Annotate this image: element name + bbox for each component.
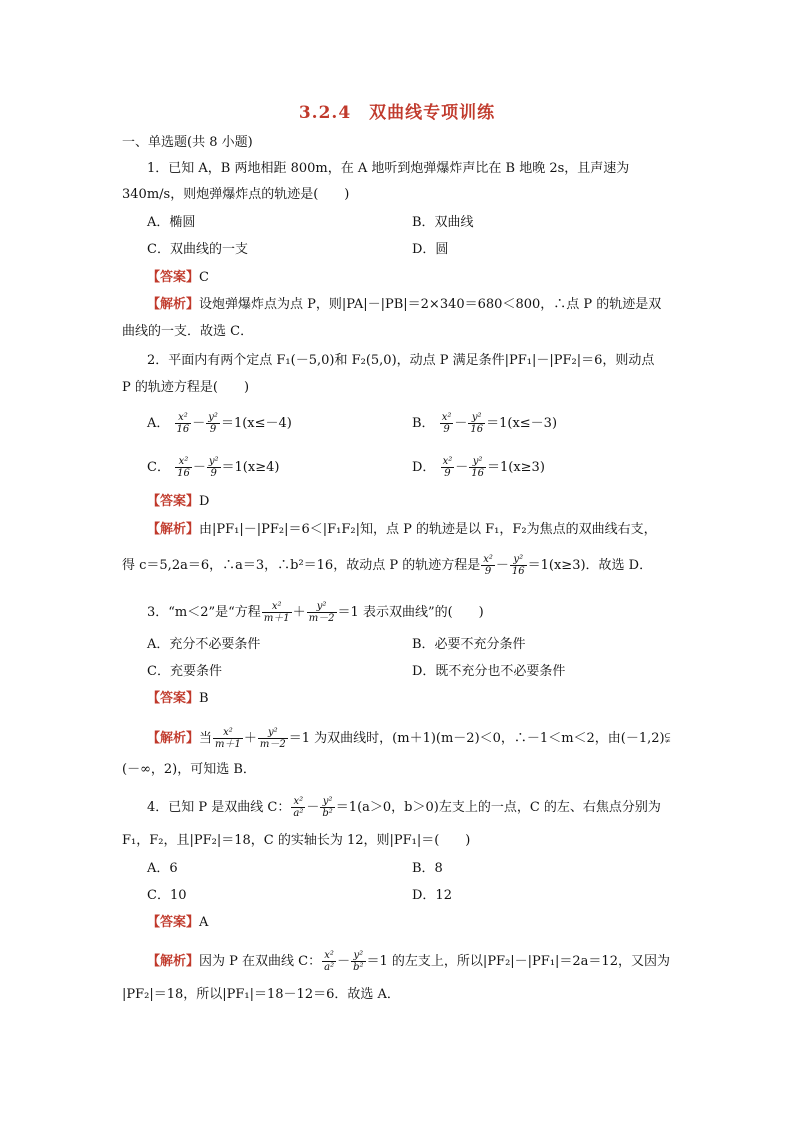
denominator: 9: [210, 468, 217, 479]
analysis-text: 当: [199, 731, 213, 746]
analysis-text: 因为 P 在双曲线 C：: [199, 954, 322, 969]
fraction: [175, 412, 192, 435]
answer-tag: 【答案】: [147, 691, 200, 706]
fraction: [440, 412, 454, 435]
fraction: [206, 412, 220, 435]
denominator: m－2: [259, 739, 286, 750]
denominator: b²: [353, 962, 364, 973]
q1-option-d: D．圆: [412, 242, 449, 257]
q1-option-b: B．双曲线: [412, 215, 474, 230]
option-prefix: C．: [147, 460, 170, 475]
fraction: [262, 601, 292, 624]
denominator: 16: [176, 424, 190, 435]
numerator: y²: [208, 412, 218, 423]
section-heading: 一、单选题(共 8 小题): [122, 135, 253, 150]
q4-option-b: B．8: [412, 861, 443, 876]
q4-stem-line2: F₁，F₂，且|PF₂|＝18，C 的实轴长为 12，则|PF₁|＝( ): [122, 833, 471, 848]
q4-answer: [147, 914, 208, 932]
q1-stem-line2: 340m/s，则炮弹爆炸点的轨迹是( ): [122, 187, 350, 202]
answer-tag: 【答案】: [147, 270, 200, 285]
q1-option-c: C．双曲线的一支: [147, 242, 248, 257]
option-tail: ＝1(x≤－4): [220, 416, 292, 431]
analysis-tag: 【解析】: [147, 297, 200, 312]
denominator: m－2: [308, 613, 335, 624]
page-title: 3.2.4 双曲线专项训练: [298, 103, 496, 123]
q2-answer-value: D: [199, 494, 210, 509]
analysis-tag: 【解析】: [147, 731, 200, 746]
q2-option-a: A． $\frac{\text{x²}}{16}$ － $\frac{\text{y²}}{9}$ ＝1(x≤－4): [147, 412, 292, 435]
fraction: [307, 601, 337, 624]
stem-text: 3．“m＜2”是“方程: [147, 605, 261, 620]
q3-option-a: A．充分不必要条件: [147, 637, 261, 652]
numerator: x²: [291, 796, 305, 808]
numerator: x²: [213, 727, 243, 739]
numerator: y²: [510, 554, 527, 566]
q2-analysis-line1: [147, 521, 657, 539]
numerator: y²: [320, 796, 334, 808]
q3-analysis-line2: (－∞，2)，可知选 B．: [122, 762, 256, 777]
fraction: [258, 727, 288, 750]
denominator: 16: [470, 424, 484, 435]
analysis-text: 得 c＝5,2a＝6，∴a＝3，∴b²＝16，故动点 P 的轨迹方程是: [122, 558, 481, 573]
numerator: x²: [262, 601, 292, 613]
denominator: a²: [293, 808, 304, 819]
answer-tag: 【答案】: [147, 915, 200, 930]
q3-analysis-line1: 【解析】当 $\frac{\text{x²}}{m+1}$ ＋ $\frac{\text{y²}}{m-2}$ ＝1 为双曲线时，(m＋1)(m－2)＜0，∴－1＜m＜2，由(－1,2)⫋: [147, 727, 671, 750]
numerator: x²: [175, 456, 192, 468]
option-tail: ＝1(x≥3): [486, 460, 545, 475]
numerator: y²: [307, 601, 337, 613]
denominator: 9: [444, 468, 451, 479]
q1-answer-value: C: [199, 270, 209, 285]
q2-option-b: B． $\frac{\text{x²}}{9}$ － $\frac{\text{y²}}{16}$ ＝1(x≤－3): [412, 412, 558, 435]
denominator: m＋1: [215, 739, 241, 750]
q2-stem-line2: P 的轨迹方程是( ): [122, 380, 250, 395]
q1-stem-line1: 1．已知 A，B 两地相距 800m，在 A 地听到炮弹爆炸声比在 B 地晚 2s，且声速为: [147, 161, 630, 176]
q2-option-d: D． $\frac{\text{x²}}{9}$ － $\frac{\text{y²}}{16}$ ＝1(x≥3): [412, 456, 545, 479]
q4-stem-line1: 4．已知 P 是双曲线 C： $\frac{\text{x²}}{\text{a²}}$ － $\frac{\text{y²}}{\text{b²}}$ ＝1(a＞0，b＞0)左支上的一点，C 的左、右焦点分别为: [147, 796, 661, 819]
option-prefix: D．: [412, 460, 436, 475]
numerator: y²: [468, 412, 485, 424]
q1-option-a: A．椭圆: [147, 215, 196, 230]
q2-option-c: C． $\frac{\text{x²}}{16}$ － $\frac{\text{y²}}{9}$ ＝1(x≥4): [147, 456, 280, 479]
analysis-text: ＝1 的左支上，所以|PF₂|－|PF₁|＝2a＝12，又因为: [366, 954, 670, 969]
fraction: [469, 456, 486, 479]
analysis-tag: 【解析】: [147, 954, 200, 969]
fraction: [351, 950, 365, 973]
q1-answer: [147, 269, 209, 287]
fraction: [441, 456, 455, 479]
numerator: x²: [483, 554, 493, 565]
fraction: [175, 456, 192, 479]
fraction: [291, 796, 305, 819]
fraction: [481, 554, 495, 577]
analysis-tag: 【解析】: [147, 522, 200, 537]
option-prefix: B．: [412, 416, 435, 431]
analysis-text: ＝1(x≥3)．故选 D．: [527, 558, 653, 573]
denominator: 16: [177, 468, 190, 479]
q2-analysis-line2: 得 c＝5,2a＝6，∴a＝3，∴b²＝16，故动点 P 的轨迹方程是 $\frac{\text{x²}}{9}$ － $\frac{\text{y²}}{16}$ ＝1(x≥3)．故选 D．: [122, 554, 653, 577]
q4-option-d: D．12: [412, 888, 452, 903]
q3-answer: [147, 690, 209, 708]
q3-answer-value: B: [199, 691, 209, 706]
q1-analysis-line2: 曲线的一支．故选 C．: [122, 324, 254, 339]
q3-option-b: B．必要不充分条件: [412, 637, 526, 652]
fraction: [207, 456, 221, 479]
q2-stem-line1: 2．平面内有两个定点 F₁(－5,0)和 F₂(5,0)，动点 P 满足条件|PF₁|－|PF₂|＝6，则动点: [147, 353, 655, 368]
denominator: b²: [322, 808, 333, 819]
stem-text: ＝1(a＞0，b＞0)左支上的一点，C 的左、右焦点分别为: [335, 800, 661, 815]
option-prefix: A．: [147, 416, 170, 431]
denominator: 9: [443, 424, 450, 435]
q1-analysis-text1: 设炮弹爆炸点为点 P，则|PA|－|PB|＝2×340＝680＜800，∴点 P 的轨迹是双: [199, 297, 662, 312]
q3-option-c: C．充要条件: [147, 664, 222, 679]
q4-analysis-line1: 【解析】因为 P 在双曲线 C： $\frac{\text{x²}}{\text{a²}}$ － $\frac{\text{y²}}{\text{b²}}$ ＝1 的左支上，所以|PF₂|－|PF₁|＝2a＝12，又因为: [147, 950, 670, 973]
fraction: [213, 727, 243, 750]
q2-analysis-text1: 由|PF₁|－|PF₂|＝6＜|F₁F₂|知，点 P 的轨迹是以 F₁，F₂为焦点的双曲线右支，: [199, 522, 657, 537]
fraction: [468, 412, 485, 435]
numerator: x²: [441, 412, 452, 423]
fraction: [322, 950, 336, 973]
numerator: y²: [208, 456, 219, 467]
numerator: x²: [175, 412, 192, 424]
q4-answer-value: A: [199, 915, 209, 930]
answer-tag: 【答案】: [147, 494, 200, 509]
denominator: a²: [324, 962, 335, 973]
q2-answer: [147, 493, 209, 511]
denominator: 16: [471, 468, 484, 479]
numerator: y²: [351, 950, 365, 962]
stem-text: 4．已知 P 是双曲线 C：: [147, 800, 291, 815]
option-tail: ＝1(x≤－3): [486, 416, 558, 431]
q4-option-c: C．10: [147, 888, 187, 903]
numerator: y²: [258, 727, 288, 739]
denominator: m＋1: [263, 613, 290, 624]
fraction: [510, 554, 527, 577]
q1-analysis-line1: [147, 296, 661, 314]
numerator: y²: [469, 456, 486, 468]
q3-option-d: D．既不充分也不必要条件: [412, 664, 566, 679]
numerator: x²: [442, 456, 453, 467]
q4-option-a: A．6: [147, 861, 178, 876]
denominator: 9: [484, 566, 492, 577]
stem-text: ＝1 表示双曲线”的( ): [337, 605, 484, 620]
option-tail: ＝1(x≥4): [221, 460, 280, 475]
numerator: x²: [322, 950, 336, 962]
fraction: [320, 796, 334, 819]
q4-analysis-line2: |PF₂|＝18，所以|PF₁|＝18－12＝6．故选 A．: [122, 987, 400, 1002]
analysis-text: ＝1 为双曲线时，(m＋1)(m－2)＜0，∴－1＜m＜2，由(－1,2)⫋: [288, 731, 671, 746]
q3-stem-line1: 3．“m＜2”是“方程 $\frac{\text{x²}}{m+1}$ ＋ $\frac{\text{y²}}{m-2}$ ＝1 表示双曲线”的( ): [147, 601, 484, 624]
denominator: 9: [209, 424, 217, 435]
denominator: 16: [511, 566, 525, 577]
